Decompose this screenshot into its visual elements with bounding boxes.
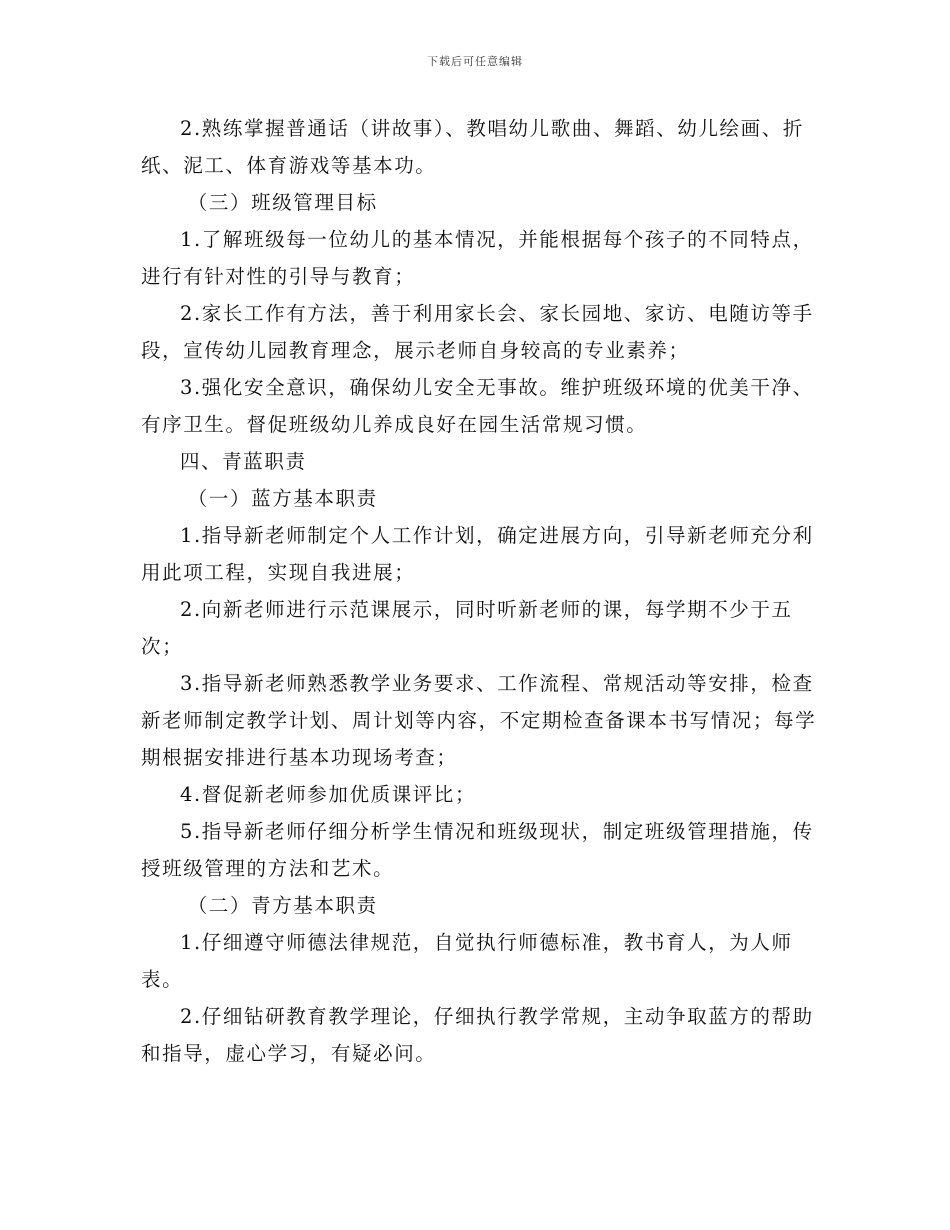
paragraph-blue-duty-5: 5.指导新老师仔细分析学生情况和班级现状，制定班级管理措施，传授班级管理的方法和艺术。 — [141, 820, 814, 880]
page-header-note: 下载后可任意编辑 — [427, 55, 523, 68]
paragraph-blue-duty-2: 2.向新老师进行示范课展示，同时听新老师的课，每学期不少于五次； — [141, 598, 793, 658]
paragraph-blue-duty-3: 3.指导新老师熟悉教学业务要求、工作流程、常规活动等安排，检查新老师制定教学计划、周计划等内容，不定期检查备课本书写情况；每学期根据安排进行基本功现场考查； — [141, 672, 817, 769]
heading-class-management-goals: （三）班级管理目标 — [187, 191, 378, 214]
paragraph-green-duty-1: 1.仔细遵守师德法律规范，自觉执行师德标准，教书育人，为人师表。 — [141, 931, 793, 991]
paragraph-green-duty-2: 2.仔细钻研教育教学理论，仔细执行教学常规，主动争取蓝方的帮助和指导，虚心学习，有疑必问。 — [141, 1005, 814, 1065]
heading-blue-duties: （一）蓝方基本职责 — [187, 487, 378, 510]
heading-section-four: 四、青蓝职责 — [180, 450, 307, 473]
paragraph-blue-duty-1: 1.指导新老师制定个人工作计划，确定进展方向，引导新老师充分利用此项工程，实现自我进展； — [141, 524, 814, 584]
paragraph-blue-duty-4: 4.督促新老师参加优质课评比； — [180, 783, 477, 806]
document-body — [141, 110, 831, 1072]
paragraph-basic-skills: 2.熟练掌握普通话（讲故事）、教唱幼儿歌曲、舞蹈、幼儿绘画、折纸、泥工、体育游戏等基本功。 — [141, 117, 804, 177]
paragraph-parent-work: 2.家长工作有方法，善于利用家长会、家长园地、家访、电随访等手段，宣传幼儿园教育理念，展示老师自身较高的专业素养； — [141, 302, 814, 362]
paragraph-understand-children: 1.了解班级每一位幼儿的基本情况，并能根据每个孩子的不同特点，进行有针对性的引导与教育； — [141, 228, 814, 288]
paragraph-safety: 3.强化安全意识，确保幼儿安全无事故。维护班级环境的优美干净、有序卫生。督促班级幼儿养成良好在园生活常规习惯。 — [141, 376, 814, 436]
heading-green-duties: （二）青方基本职责 — [187, 894, 378, 917]
